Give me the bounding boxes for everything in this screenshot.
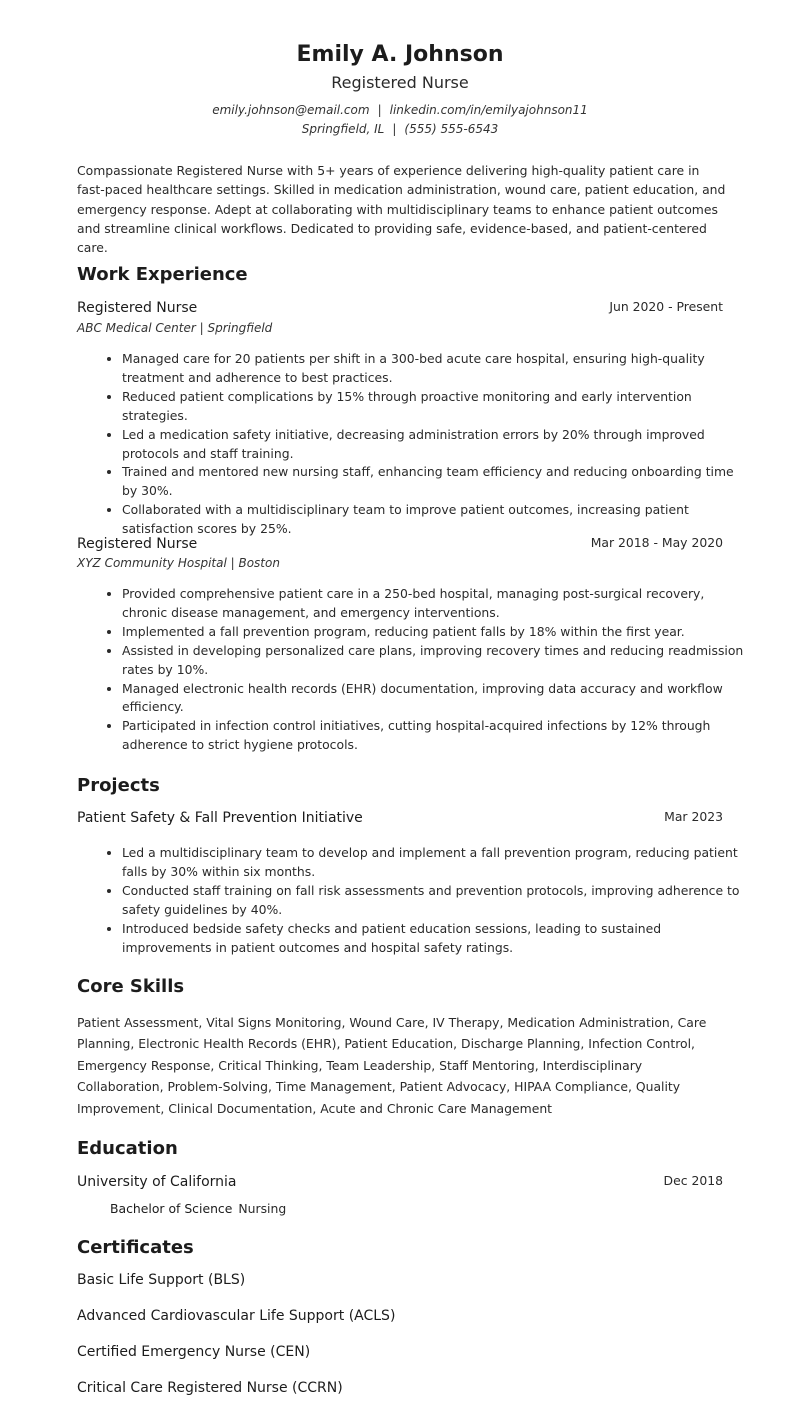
job-bullet: • Led a medication safety initiative, decreasing administration errors by 20% through improved protocols and staff training. xyxy=(122,426,744,464)
job-role: Registered Nurse xyxy=(77,536,198,552)
degree-field: Nursing xyxy=(238,1201,287,1216)
job-dates: Mar 2018 - May 2020 xyxy=(590,535,723,550)
project-bullet: • Conducted staff training on fall risk assessments and prevention protocols, improving adherence to safety guidelines by 40%. xyxy=(122,882,744,920)
candidate-name: Emily A. Johnson xyxy=(296,42,504,67)
certificate-item: Basic Life Support (BLS) xyxy=(77,1272,246,1288)
job-bullet: • Collaborated with a multidisciplinary team to improve patient outcomes, increasing patient satisfaction scores by 25%. xyxy=(122,501,744,539)
contact-separator: | xyxy=(377,103,382,117)
section-heading-projects: Projects xyxy=(77,775,160,796)
project-bullet: • Led a multidisciplinary team to develop and implement a fall prevention program, reducing patient falls by 30% within six months. xyxy=(122,844,744,882)
job-bullet: • Participated in infection control initiatives, cutting hospital-acquired infections by 12% through adherence to strict hygiene protocols. xyxy=(122,717,744,755)
project-bullet: • Introduced bedside safety checks and patient education sessions, leading to sustained improvements in patient outcomes and hospital safety ratings. xyxy=(122,920,744,958)
email-link[interactable]: emily.johnson@email.com xyxy=(212,103,370,117)
contact-line-1 xyxy=(0,103,800,117)
job-bullet-list xyxy=(104,350,744,539)
contact-line-2 xyxy=(0,122,800,136)
degree-line xyxy=(110,1201,286,1216)
job-bullet: • Provided comprehensive patient care in a 250-bed hospital, managing post-surgical recovery, chronic disease management, and emergency interventions. xyxy=(122,585,744,623)
degree-type: Bachelor of Science xyxy=(110,1201,233,1216)
school-name: University of California xyxy=(77,1174,237,1190)
job-bullet: • Trained and mentored new nursing staff, enhancing team efficiency and reducing onboarding time by 30%. xyxy=(122,463,744,501)
phone-text: (555) 555-6543 xyxy=(404,122,499,136)
contact-separator: | xyxy=(392,122,397,136)
project-name: Patient Safety & Fall Prevention Initiative xyxy=(77,810,363,826)
job-dates: Jun 2020 - Present xyxy=(609,299,723,314)
job-bullet-list xyxy=(104,585,744,755)
job-role: Registered Nurse xyxy=(77,300,198,316)
job-bullet: • Managed care for 20 patients per shift in a 300-bed acute care hospital, ensuring high-quality treatment and adherence to best practices. xyxy=(122,350,744,388)
graduation-date: Dec 2018 xyxy=(663,1173,723,1188)
candidate-title: Registered Nurse xyxy=(331,73,469,92)
certificate-item: Advanced Cardiovascular Life Support (ACLS) xyxy=(77,1308,396,1324)
location-text: Springfield, IL xyxy=(301,122,385,136)
section-heading-skills: Core Skills xyxy=(77,976,185,997)
section-heading-certificates: Certificates xyxy=(77,1237,194,1258)
professional-summary: Compassionate Registered Nurse with 5+ years of experience delivering high-quality patient care in fast-paced healthcare settings. Skilled in medication administration, wound care, patient education, and emergency response. Adept at collaborating with multidisciplinary teams to enhance patient outcomes and streamline clinical workflows. Dedicated to providing safe, evidence-based, and patient-centered care. xyxy=(77,163,726,256)
section-heading-education: Education xyxy=(77,1138,178,1159)
job-bullet: • Managed electronic health records (EHR) documentation, improving data accuracy and workflow efficiency. xyxy=(122,680,744,718)
project-date: Mar 2023 xyxy=(664,809,723,824)
job-bullet: • Reduced patient complications by 15% through proactive monitoring and early intervention strategies. xyxy=(122,388,744,426)
job-bullet: • Assisted in developing personalized care plans, improving recovery times and reducing readmission rates by 10%. xyxy=(122,642,744,680)
job-organization: XYZ Community Hospital | Boston xyxy=(77,556,280,570)
project-bullet-list xyxy=(104,844,744,957)
certificate-item: Certified Emergency Nurse (CEN) xyxy=(77,1344,311,1360)
job-bullet: • Implemented a fall prevention program, reducing patient falls by 18% within the first year. xyxy=(122,623,744,642)
linkedin-link[interactable]: linkedin.com/in/emilyajohnson11 xyxy=(389,103,588,117)
section-heading-work: Work Experience xyxy=(77,264,248,285)
certificate-item: Critical Care Registered Nurse (CCRN) xyxy=(77,1380,343,1396)
skills-list: Patient Assessment, Vital Signs Monitoring, Wound Care, IV Therapy, Medication Administration, Care Planning, Electronic Health Records (EHR), Patient Education, Discharge Planning, Infection Control, Emergency Response, Critical Thinking, Team Leadership, Staff Mentoring, Interdisciplinary Collaboration, Problem-Solving, Time Management, Patient Advocacy, HIPAA Compliance, Quality Improvement, Clinical Documentation, Acute and Chronic Care Management xyxy=(77,1015,707,1116)
job-organization: ABC Medical Center | Springfield xyxy=(77,321,273,335)
